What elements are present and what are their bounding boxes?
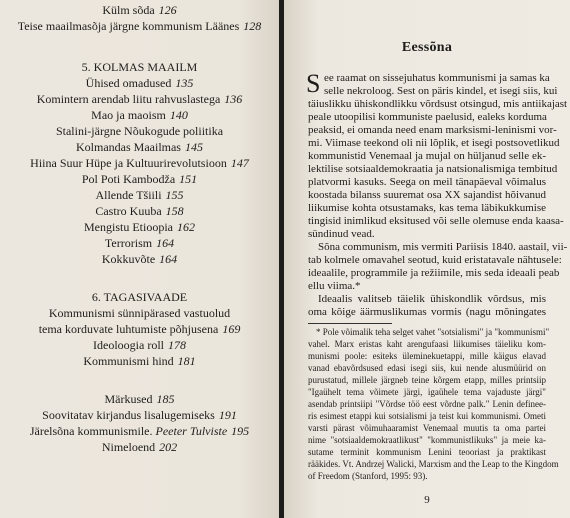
toc-entry: [0, 338, 279, 353]
left-page-table-of-contents: [0, 0, 279, 518]
toc-entry-page: 151: [179, 172, 198, 186]
toc-entry-author: Peeter Tulviste: [155, 424, 228, 438]
footnote-line: of Freedom (Stanford, 1995: 93).: [308, 471, 428, 481]
toc-section-heading: [0, 60, 279, 75]
toc-entry-page: 164: [156, 236, 175, 250]
footnote-rule: [308, 323, 392, 324]
toc-entry-page: 126: [158, 3, 177, 17]
body-line: koostada bilanss suuremat osa XX sajandist hõivanud: [308, 189, 546, 201]
toc-entry-page: 202: [159, 440, 178, 454]
toc-entry-title: Kokkuvõte: [101, 252, 156, 266]
toc-entry-page: 164: [159, 252, 178, 266]
chapter-title: Eessõna: [401, 40, 453, 55]
body-line: ee raamat on sissejuhatus kommunismi ja samas ka: [324, 72, 550, 84]
toc-entry-title: Järelsõna kommunismile.: [29, 424, 153, 438]
toc-entry-title: 6. TAGASIVAADE: [91, 290, 188, 304]
toc-entry: [0, 252, 279, 267]
toc-entry-page: 135: [175, 76, 194, 90]
body-line: Ideaalis valitseb täielik ühiskondlik võrdsus, mis: [318, 293, 546, 305]
toc-entry: [0, 124, 279, 139]
toc-entry: [0, 156, 279, 171]
footnote-line: nime "sotsiaaldemokraatlikust" "kommunistlikuks" ja meie ka-: [308, 435, 546, 445]
toc-entry: [0, 92, 279, 107]
toc-entry-title: Kommunismi hind: [83, 354, 174, 368]
toc-entry-page: 147: [230, 156, 249, 170]
toc-entry-page: 145: [184, 140, 203, 154]
footnote-line: munismi poole: esiteks üleminekuetappi, mille käigus elavad: [308, 351, 546, 361]
toc-entry-title: Mengistu Etioopia: [84, 220, 173, 234]
toc-entry-title: Castro Kuuba: [95, 204, 162, 218]
footnote-line: vahel. Marx eristas kaht arengufaasi liikumises täieliku kom-: [308, 339, 546, 349]
toc-entry: [0, 424, 279, 439]
body-line: tab kolmele omavahel seotud, kuid eristatavale nähtusele:: [308, 254, 562, 266]
toc-entry-page: 158: [165, 204, 184, 218]
toc-entry-title: Mao ja maoism: [91, 108, 166, 122]
toc-entry-page: 181: [177, 354, 196, 368]
body-line: sündinud vead.: [308, 228, 375, 240]
toc-entry: [0, 220, 279, 235]
body-line: mi. Viimase teekond oli nii lõplik, et isegi postsovetlikud: [308, 137, 560, 149]
body-line: lektilise sotsiaaldemokraatia ja natsionalismiga tembitud: [308, 163, 558, 175]
footnote-line: * Pole võimalik teha selget vahet "sotsialismi" ja "kommunismi": [316, 327, 550, 337]
toc-entry-title: Nimeloend: [101, 440, 156, 454]
toc-entry-title: Pol Poti Kambodža: [81, 172, 176, 186]
toc-entry-page: 169: [222, 322, 241, 336]
toc-entry: [0, 204, 279, 219]
body-line: liikumise kohta otsustamaks, kas tema läbikukkumise: [308, 202, 546, 214]
footnote-line: purustatud, millele järgneb teine kõrgem etapp, milles printsiip: [308, 375, 546, 385]
toc-entry: [0, 19, 279, 34]
toc-entry: [0, 140, 279, 155]
toc-entry: [0, 354, 279, 369]
toc-entry-title: Soovitatav kirjandus lisalugemiseks: [42, 408, 215, 422]
footnote-line: varsti pärast võimuhaaramist Venemaal muutis ta oma partei: [308, 423, 546, 433]
toc-entry-page: 128: [243, 19, 262, 33]
body-line: Sõna communism, mis vermiti Pariisis 1840. aastail, vii-: [318, 241, 568, 253]
toc-entry-title: Komintern arendab liitu rahvuslastega: [36, 92, 221, 106]
toc-entry: [0, 172, 279, 187]
toc-entry-title: Allende Tšiili: [95, 188, 162, 202]
toc-entry-page: 185: [156, 392, 175, 406]
toc-entry: [0, 188, 279, 203]
toc-entry: [0, 306, 279, 321]
toc-entry: [0, 3, 279, 18]
toc-entry-title: tema korduvate luhtumiste põhjusena: [38, 322, 219, 336]
body-line: täiuslikku ühiskondlikku võrdsust otsingud, mis antiikajast: [308, 98, 568, 110]
toc-entry-title: Terrorism: [104, 236, 153, 250]
footnote-line: vanad ebavõrdsused edasi isegi siis, kui nende alusmüürid on: [308, 363, 546, 373]
footnote-line: "Igaühelt tema võimete järgi, igaühele tema vajaduste järgi": [308, 387, 546, 397]
drop-cap: S: [306, 69, 321, 98]
body-line: peale utoopilisi kommuniste paelusid, ealeks korduma: [308, 111, 547, 123]
toc-entry-title: Teise maailmasõja järgne kommunism Läänes: [17, 19, 240, 33]
toc-entry: [0, 236, 279, 251]
right-page-preface: [284, 0, 570, 518]
body-line: tingisid inimlikud eksitused või selle olemuse enda kaasa-: [308, 215, 564, 227]
toc-entry-page: 195: [231, 424, 250, 438]
body-line: ideaalile, programmile ja režiimile, mis seda ideaali peab: [308, 267, 560, 279]
toc-entry-title: Stalini-järgne Nõukogude poliitika: [55, 124, 224, 138]
toc-entry-page: 191: [218, 408, 237, 422]
toc-entry-title: Hiina Suur Hüpe ja Kultuurirevolutsioon: [30, 156, 227, 170]
toc-entry-title: Ideoloogia roll: [93, 338, 164, 352]
body-line: platvormi kasuks. Seega on meil tänapäeval võimalus: [308, 176, 546, 188]
toc-entry: [0, 322, 279, 337]
toc-entry-page: 136: [224, 92, 243, 106]
body-line: oma kõige äärmuslikumas vormis (nagu mõningates: [308, 306, 546, 318]
toc-entry-title: Kolmandas Maailmas: [76, 140, 181, 154]
toc-entry-page: 178: [167, 338, 186, 352]
toc-section-heading: [0, 290, 279, 305]
toc-entry-title: Ühised omadused: [85, 76, 172, 90]
page-number: 9: [424, 494, 430, 506]
toc-entry-title: 5. KOLMAS MAAILM: [81, 60, 198, 74]
body-line: kommunistid Venemaal ja mujal on hüljanud selle ek-: [308, 150, 546, 162]
footnote-line: asendab printsiipi "Võrdse töö eest võrdne palk." Lenin definee-: [308, 399, 546, 409]
toc-entry: [0, 108, 279, 123]
body-line: selle nekroloog. Sest on päris kindel, et isegi siis, kui: [324, 85, 558, 97]
body-line: peaksid, ei omanda need enam marksismi-leninismi vor-: [308, 124, 557, 136]
toc-entry-title: Märkused: [104, 392, 153, 406]
toc-entry-page: 140: [169, 108, 188, 122]
toc-entry: [0, 392, 279, 407]
toc-entry: [0, 440, 279, 455]
footnote-line: rääkides. Vt. Andrzej Walicki, Marxism and the Leap to the Kingdom: [308, 459, 559, 469]
toc-entry-page: 155: [165, 188, 184, 202]
footnote-line: ris esimest etappi kui sotsialismi ja teist kui kommunismi. Ometi: [308, 411, 546, 421]
toc-entry: [0, 408, 279, 423]
footnote-line: sutame terminit kommunism Lenini teooriast ja praktikast: [308, 447, 546, 457]
toc-entry-title: Kommunismi sünnipärased vastuolud: [48, 306, 231, 320]
toc-entry-title: Külm sõda: [102, 3, 155, 17]
body-line: ellu viima.*: [308, 280, 361, 292]
toc-entry: [0, 76, 279, 91]
toc-entry-page: 162: [177, 220, 195, 234]
